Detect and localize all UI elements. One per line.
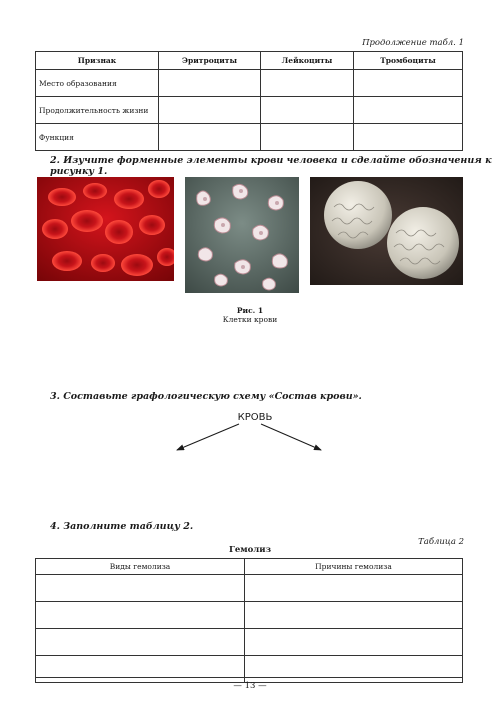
table-header: Эритроциты bbox=[159, 52, 261, 70]
table-cell bbox=[159, 70, 261, 97]
table-row bbox=[36, 70, 463, 97]
scheme-arrow-left bbox=[177, 424, 239, 450]
scheme-root-label: КРОВЬ bbox=[237, 412, 273, 423]
table-header: Лейкоциты bbox=[261, 52, 354, 70]
table-continuation-label: Продолжение табл. 1 bbox=[362, 38, 464, 48]
table-cell bbox=[245, 575, 463, 602]
table-cell bbox=[261, 97, 354, 124]
erythrocytes-photo bbox=[37, 177, 174, 281]
table-cell bbox=[36, 602, 245, 629]
task-2-heading: 2. Изучите форменные элементы крови человека и сделайте обозначения к рисунку 1. bbox=[50, 155, 492, 177]
table-row bbox=[36, 97, 463, 124]
leukocytes-photo bbox=[310, 177, 463, 285]
table-cell bbox=[36, 656, 245, 683]
table-row bbox=[36, 656, 463, 683]
figure-1-title: Клетки крови bbox=[222, 315, 278, 324]
table-cell bbox=[159, 124, 261, 151]
table-cell bbox=[245, 656, 463, 683]
table-cell bbox=[354, 124, 463, 151]
table-header: Виды гемолиза bbox=[36, 559, 245, 575]
table-cell bbox=[159, 97, 261, 124]
table-2-label: Таблица 2 bbox=[418, 537, 464, 547]
table-row bbox=[36, 629, 463, 656]
table-cell bbox=[354, 70, 463, 97]
task-4-heading: 4. Заполните таблицу 2. bbox=[50, 521, 194, 532]
table-cell bbox=[245, 602, 463, 629]
table-cell bbox=[261, 70, 354, 97]
page-number: — 13 — bbox=[233, 681, 267, 691]
table-cell bbox=[36, 629, 245, 656]
table-header-row bbox=[36, 52, 463, 70]
table-header: Признак bbox=[36, 52, 159, 70]
row-label: Функция bbox=[36, 124, 159, 151]
table-cell bbox=[245, 629, 463, 656]
row-label: Продолжительность жизни bbox=[36, 97, 159, 124]
scheme-arrow-right bbox=[261, 424, 321, 450]
table-cell bbox=[36, 575, 245, 602]
table-cell bbox=[261, 124, 354, 151]
row-label: Место образования bbox=[36, 70, 159, 97]
table-header-row bbox=[36, 559, 463, 575]
platelets-photo bbox=[185, 177, 299, 293]
figure-1-label: Рис. 1 bbox=[236, 306, 264, 315]
table-cell bbox=[354, 97, 463, 124]
footer-divider bbox=[35, 677, 463, 678]
table-header: Тромбоциты bbox=[354, 52, 463, 70]
table-1 bbox=[35, 51, 463, 151]
table-2-title: Гемолиз bbox=[228, 545, 272, 555]
table-row bbox=[36, 575, 463, 602]
scheme-arrows bbox=[165, 420, 335, 456]
table-header: Причины гемолиза bbox=[245, 559, 463, 575]
table-2 bbox=[35, 558, 463, 683]
table-row bbox=[36, 602, 463, 629]
task-3-heading: 3. Составьте графологическую схему «Состав крови». bbox=[50, 391, 362, 402]
table-row bbox=[36, 124, 463, 151]
